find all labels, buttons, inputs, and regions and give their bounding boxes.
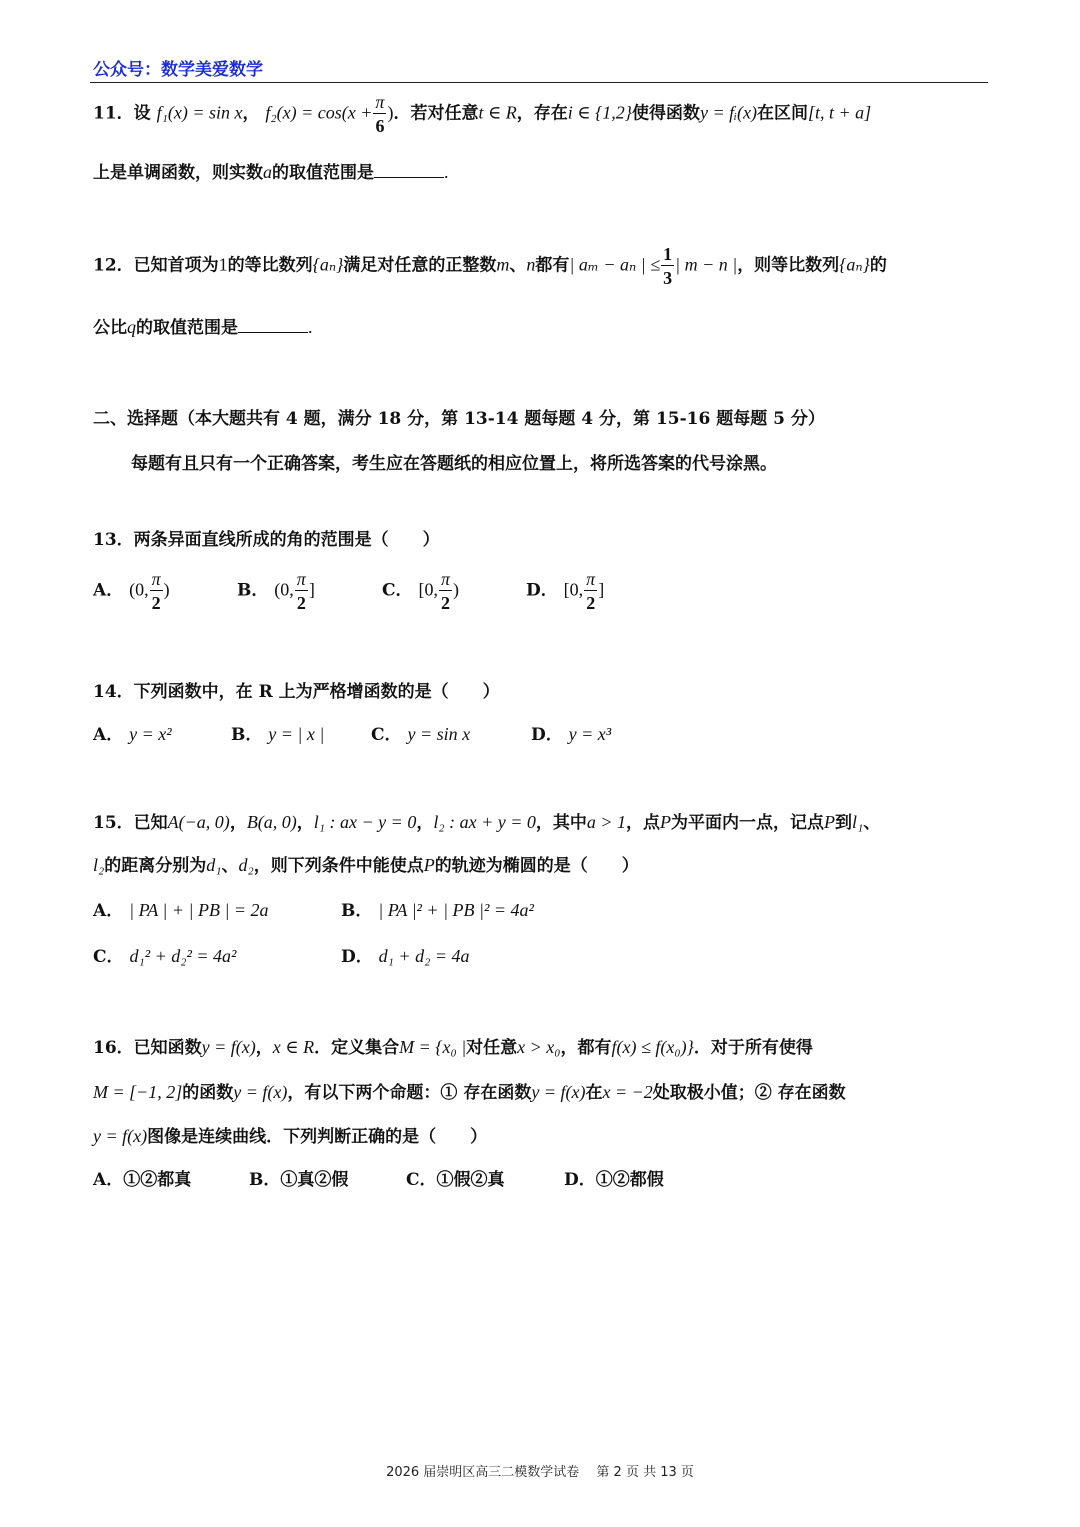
q16-text: ，有以下两个命题：① 存在函数 bbox=[287, 1083, 532, 1103]
q12-answer-blank[interactable] bbox=[238, 318, 308, 333]
q13-option-c[interactable] bbox=[382, 570, 459, 612]
q16-number: 16． bbox=[93, 1038, 134, 1058]
q16-x-in-r: x ∈ R bbox=[272, 1037, 315, 1057]
q15-line1 bbox=[93, 808, 990, 833]
section2-instructions: 每题有且只有一个正确答案，考生应在答题纸的相应位置上，将所选答案的代号涂黑。 bbox=[131, 454, 777, 474]
q12-seq: {aₙ} bbox=[312, 254, 344, 275]
option-text: ①②都真 bbox=[123, 1170, 192, 1190]
q15-point-b: B(a, 0) bbox=[246, 812, 297, 832]
option-left: [0, bbox=[563, 579, 584, 600]
q16-sep: ， bbox=[255, 1038, 273, 1058]
q12-text: 的取值范围是 bbox=[136, 318, 238, 338]
option-label: A． bbox=[93, 1170, 124, 1190]
q12-ineq-right: | m − n | bbox=[675, 254, 738, 275]
q15-line-l2: l₂ : ax + y = 0 bbox=[433, 812, 536, 832]
q15-p: P bbox=[423, 855, 435, 875]
q11-text: ．若对任意 bbox=[393, 103, 479, 124]
q16-option-b[interactable] bbox=[249, 1165, 348, 1190]
q11-text: 在区间 bbox=[756, 103, 808, 124]
q16-m-def: M = {x₀ | bbox=[399, 1037, 467, 1057]
option-label: D． bbox=[526, 580, 558, 601]
q11-text: ，存在 bbox=[516, 103, 568, 124]
option-label: C． bbox=[382, 580, 413, 601]
q16-y-fx: y = f(x) bbox=[531, 1082, 586, 1102]
q15-sep: ， bbox=[229, 813, 247, 833]
q16-text: 图像是连续曲线．下列判断正确的是（ ） bbox=[147, 1127, 488, 1147]
option-expr: | PA | + | PB | = 2a bbox=[129, 900, 269, 920]
q12-text: 都有 bbox=[535, 255, 570, 276]
q15-text: 的轨迹为椭圆的是（ ） bbox=[434, 856, 639, 876]
header-title: 公众号：数学美爱数学 bbox=[93, 60, 263, 80]
q15-option-a[interactable] bbox=[93, 896, 269, 921]
q16-line3 bbox=[93, 1122, 990, 1147]
option-label: B． bbox=[237, 580, 269, 601]
q15-cond: a > 1 bbox=[586, 812, 627, 832]
q15-text: 为平面内一点，记点 bbox=[671, 813, 825, 833]
q14-option-b[interactable] bbox=[231, 720, 324, 745]
q15-text: 、 bbox=[221, 856, 239, 876]
option-left: (0, bbox=[129, 579, 149, 600]
q11-text: 上是单调函数，则实数 bbox=[93, 163, 263, 183]
q11-t-in-r: t ∈ R bbox=[478, 102, 517, 123]
q15-text: ，其中 bbox=[535, 813, 587, 833]
q12-text: 满足对任意的正整数 bbox=[343, 255, 497, 276]
q16-text: ，都有 bbox=[560, 1038, 612, 1058]
q15-text: ，则下列条件中能使点 bbox=[253, 856, 424, 876]
q15-l1: l₁ bbox=[852, 812, 864, 832]
page-footer: 2026 届崇明区高三二模数学试卷 第 2 页 共 13 页 bbox=[386, 1465, 694, 1480]
q12-number: 12． bbox=[93, 255, 134, 276]
frac-den: 2 bbox=[296, 593, 306, 613]
q13-stem: 13．两条异面直线所成的角的范围是（ ） bbox=[93, 530, 440, 550]
q15-number: 15． bbox=[93, 813, 134, 833]
q11-answer-blank[interactable] bbox=[374, 163, 444, 178]
q15-text: 已知 bbox=[133, 813, 168, 833]
q15-point-a: A(−a, 0) bbox=[167, 812, 230, 832]
q14-stem: 14．下列函数中，在 R 上为严格增函数的是（ ） bbox=[93, 682, 500, 702]
q15-option-c[interactable] bbox=[93, 942, 236, 967]
q13-option-d[interactable] bbox=[526, 570, 604, 612]
q15-text: 到 bbox=[835, 813, 853, 833]
q11-text: 使得函数 bbox=[632, 103, 701, 124]
frac-den: 2 bbox=[440, 593, 450, 613]
option-label: A． bbox=[93, 580, 124, 601]
q11-sep: ， bbox=[242, 103, 260, 124]
q16-text: 对任意 bbox=[466, 1038, 518, 1058]
option-expr: y = sin x bbox=[407, 724, 471, 744]
q16-text: 处取极小值；② 存在函数 bbox=[652, 1083, 846, 1103]
q15-p: P bbox=[824, 812, 836, 832]
q16-text: ．对于所有使得 bbox=[693, 1038, 813, 1058]
option-expr: d₁² + d₂² = 4a² bbox=[129, 946, 237, 966]
q16-option-c[interactable] bbox=[406, 1165, 505, 1190]
q15-sep: ， bbox=[416, 813, 434, 833]
option-label: D． bbox=[341, 947, 373, 967]
option-expr: d₁ + d₂ = 4a bbox=[378, 946, 470, 966]
q16-text: ．定义集合 bbox=[314, 1038, 400, 1058]
q14-option-c[interactable] bbox=[371, 720, 470, 745]
option-label: D． bbox=[564, 1170, 596, 1190]
q11-i-set: i ∈ {1,2} bbox=[567, 102, 633, 123]
q15-text: 的距离分别为 bbox=[104, 856, 207, 876]
q12-n: n bbox=[526, 254, 536, 275]
q16-x-eq: x = −2 bbox=[602, 1082, 653, 1102]
option-text: ①真②假 bbox=[280, 1170, 349, 1190]
frac-num: π bbox=[296, 569, 306, 589]
frac-num: π bbox=[151, 569, 161, 589]
q16-option-a[interactable] bbox=[93, 1165, 191, 1190]
option-text: ①②都假 bbox=[595, 1170, 664, 1190]
q12-line1 bbox=[93, 245, 990, 287]
option-left: [0, bbox=[418, 579, 438, 600]
q15-option-b[interactable] bbox=[341, 896, 534, 921]
q11-end: . bbox=[444, 162, 449, 182]
option-expr: y = x² bbox=[129, 724, 172, 744]
q14-option-a[interactable] bbox=[93, 720, 172, 745]
q11-paren: ) bbox=[387, 102, 394, 123]
option-right: ] bbox=[598, 579, 605, 600]
q12-seq2: {aₙ} bbox=[839, 254, 870, 275]
q12-text: ，则等比数列 bbox=[737, 255, 840, 276]
q11-line2 bbox=[93, 158, 990, 183]
q16-m-eq: M = [−1, 2] bbox=[93, 1082, 183, 1102]
q11-text: 的取值范围是 bbox=[272, 163, 374, 183]
option-left: (0, bbox=[274, 579, 294, 600]
q16-text: 已知函数 bbox=[133, 1038, 202, 1058]
q16-x-gt: x > x₀ bbox=[517, 1037, 561, 1057]
frac-den: 2 bbox=[151, 593, 161, 613]
q11-var-a: a bbox=[263, 162, 272, 182]
q12-sep: 、 bbox=[509, 255, 527, 276]
q16-text: 的函数 bbox=[182, 1083, 234, 1103]
q13-option-a[interactable] bbox=[93, 570, 170, 612]
option-label: D． bbox=[531, 725, 563, 745]
q16-y-fx: y = f(x) bbox=[233, 1082, 288, 1102]
q11-y-fi: y = fᵢ(x) bbox=[700, 102, 757, 123]
q13-option-b[interactable] bbox=[237, 570, 315, 612]
q12-text: 已知首项为 bbox=[133, 255, 219, 276]
option-label: B． bbox=[249, 1170, 281, 1190]
q15-option-d[interactable] bbox=[341, 942, 469, 967]
option-text: ①假②真 bbox=[436, 1170, 505, 1190]
frac-den: 2 bbox=[586, 593, 596, 613]
q12-q: q bbox=[127, 317, 136, 337]
q11-f2: f₂(x) = cos(x + bbox=[265, 102, 373, 123]
frac-num: π bbox=[440, 569, 450, 589]
q15-text: 、 bbox=[863, 813, 881, 833]
q15-d2: d₂ bbox=[238, 855, 254, 875]
option-label: B． bbox=[341, 901, 373, 921]
q12-frac-den: 3 bbox=[663, 268, 673, 288]
option-label: A． bbox=[93, 725, 124, 745]
q16-y-fx: y = f(x) bbox=[93, 1126, 148, 1146]
q11-fraction bbox=[373, 93, 386, 135]
q16-line2 bbox=[93, 1078, 990, 1103]
q16-y-fx: y = f(x) bbox=[201, 1037, 256, 1057]
q15-l2: l₂ bbox=[93, 855, 105, 875]
q11-frac-den: 6 bbox=[375, 116, 385, 136]
frac-num: π bbox=[586, 569, 596, 589]
q15-p: P bbox=[660, 812, 672, 832]
option-right: ) bbox=[163, 579, 170, 600]
option-expr: y = x³ bbox=[568, 724, 612, 744]
header-divider bbox=[90, 82, 988, 83]
q16-text: 在 bbox=[585, 1083, 603, 1103]
q11-number: 11． bbox=[93, 103, 134, 124]
option-label: C． bbox=[371, 725, 402, 745]
q16-ineq: f(x) ≤ f(x₀)} bbox=[611, 1037, 694, 1057]
section2-title: 二、选择题（本大题共有 4 题，满分 18 分，第 13-14 题每题 4 分，第 15-16 题每题 5 分） bbox=[93, 409, 825, 429]
q12-fraction bbox=[661, 245, 674, 287]
q12-one: 1 bbox=[218, 254, 228, 275]
q14-option-d[interactable] bbox=[531, 720, 611, 745]
q11-interval: [t, t + a] bbox=[807, 102, 872, 123]
option-right: ) bbox=[452, 579, 459, 600]
q15-line-l1: l₁ : ax − y = 0 bbox=[313, 812, 417, 832]
q11-line1 bbox=[93, 93, 990, 135]
q12-end: . bbox=[308, 317, 313, 337]
q11-frac-num: π bbox=[375, 92, 385, 112]
option-right: ] bbox=[308, 579, 315, 600]
q12-line2 bbox=[93, 313, 990, 338]
option-label: C． bbox=[93, 947, 124, 967]
q12-text: 的等比数列 bbox=[227, 255, 313, 276]
option-fraction bbox=[584, 570, 597, 612]
option-fraction bbox=[150, 570, 163, 612]
option-expr: y = | x | bbox=[268, 724, 325, 744]
q15-sep: ， bbox=[296, 813, 314, 833]
q11-text: 设 bbox=[133, 103, 151, 124]
q12-frac-num: 1 bbox=[663, 244, 673, 264]
option-label: A． bbox=[93, 901, 124, 921]
q12-ineq-left: | aₘ − aₙ | ≤ bbox=[569, 254, 661, 275]
option-expr: | PA |² + | PB |² = 4a² bbox=[378, 900, 534, 920]
option-label: B． bbox=[231, 725, 263, 745]
option-fraction bbox=[439, 570, 452, 612]
q12-m: m bbox=[496, 254, 510, 275]
q16-option-d[interactable] bbox=[564, 1165, 664, 1190]
q15-d1: d₁ bbox=[206, 855, 222, 875]
q12-text: 公比 bbox=[93, 318, 127, 338]
q15-line2 bbox=[93, 851, 990, 876]
option-label: C． bbox=[406, 1170, 437, 1190]
option-fraction bbox=[295, 570, 308, 612]
q11-f1: f₁(x) = sin x bbox=[156, 102, 243, 123]
q12-text: 的 bbox=[869, 255, 887, 276]
q15-text: ，点 bbox=[626, 813, 661, 833]
q16-line1 bbox=[93, 1033, 990, 1058]
